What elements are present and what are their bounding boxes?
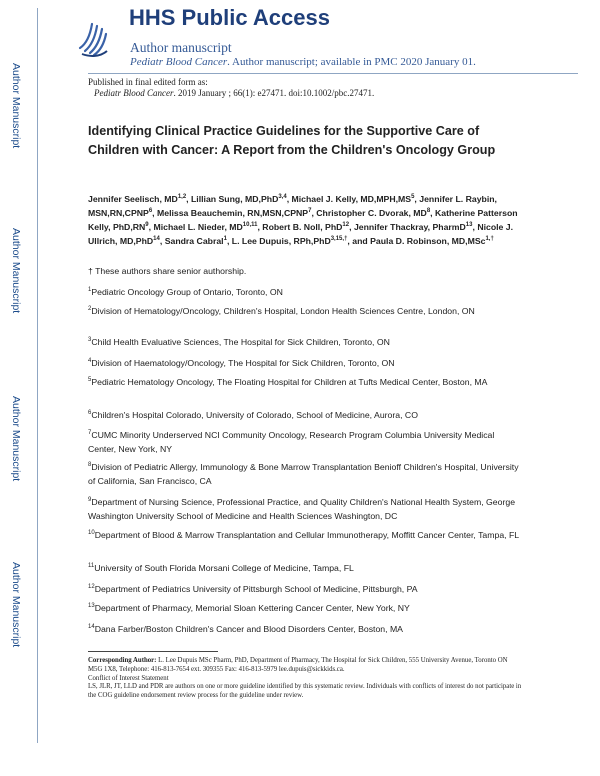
article-title: Identifying Clinical Practice Guidelines for the Supportive Care of Children with Cancer: A Report from the Children's Oncology Group (88, 124, 496, 157)
affiliation: $^{13}$Department of Pharmacy, Memorial Sloan Kettering Cancer Center, New York, NY (88, 603, 410, 613)
affiliation: $^7$CUMC Minority Underserved NCI Community Oncology, Research Program Columbia University Medical Center, New York, NY (88, 430, 495, 454)
availability-text: . Author manuscript; available in PMC 2020 January 01. (227, 56, 476, 68)
header-divider (88, 73, 578, 74)
author: Jennifer L. Raybin, MSN,RN,CPNP$^6$, (88, 194, 497, 218)
corresponding-author-note: Corresponding Author: L. Lee Dupuis MSc Pharm, PhD, Department of Pharmacy, The Hospital for Sick Children, 555 University Avenue, Toronto ON M5G 1X8, Telephone: 416-813-7654 ext. 309355 Fax: 416-813-5979 lee.dupuis@sickkids.ca. (88, 657, 508, 673)
author: Jennifer Thackray, PharmD$^{13}$, (353, 222, 478, 232)
affiliation: $^{12}$Department of Pediatrics University of Pittsburgh School of Medicine, Pittsburgh, PA (88, 584, 418, 594)
author: Jennifer Seelisch, MD$^{1,2}$, (88, 194, 191, 204)
side-label-author-manuscript: Author Manuscript (10, 396, 22, 482)
author-list (88, 192, 523, 248)
author: Michael J. Kelly, $MD,MPH,MS^5$, (291, 194, 420, 204)
side-label-author-manuscript: Author Manuscript (10, 63, 22, 149)
published-in-label: Published in final edited form as: (88, 77, 208, 87)
author: L. Lee Dupuis, RPh,PhD$^{3,15,\dagger}$, and (231, 236, 371, 246)
author-manuscript-subtitle: Author manuscript (130, 40, 232, 55)
author: Paula D. Robinson, MD,MSc$^{1,\dagger}$ (370, 236, 494, 246)
side-label-author-manuscript: Author Manuscript (10, 562, 22, 648)
side-label-author-manuscript: Author Manuscript (10, 228, 22, 314)
affiliation: $^8$Division of Pediatric Allergy, Immunology & Bone Marrow Transplantation Benioff Children's Hospital, University of California, San Francisco, CA (88, 462, 519, 486)
hhs-public-access-title: HHS Public Access (129, 5, 330, 30)
affiliation: $^{14}$Dana Farber/Boston Children's Cancer and Blood Disorders Center, Boston, MA (88, 624, 403, 634)
hhs-eagle-logo-icon (76, 18, 110, 58)
publication-info (88, 77, 374, 99)
senior-authorship-note: † These authors share senior authorship. (88, 266, 247, 276)
author: Melissa Beauchemin, RN,MSN,CPNP$^7$, (157, 208, 317, 218)
author: Nicole J. Ullrich, MD,PhD$^{14}$, (88, 222, 514, 246)
affiliation: $^{11}$University of South Florida Morsani College of Medicine, Tampa, FL (88, 563, 354, 573)
affiliation: $^3$Child Health Evaluative Sciences, The Hospital for Sick Children, Toronto, ON (88, 337, 390, 347)
author: Robert B. Noll, PhD$^{12}$, (262, 222, 354, 232)
author: Katherine Patterson Kelly, $PhD,RN^9$, (88, 208, 518, 232)
footnote-divider (88, 651, 218, 652)
affiliation: $^6$Children's Hospital Colorado, University of Colorado, School of Medicine, Aurora, CO (88, 410, 418, 420)
journal-name: Pediatr Blood Cancer (130, 56, 228, 68)
conflict-heading: Conflict of Interest Statement (88, 674, 169, 682)
journal-availability (130, 56, 476, 68)
conflict-statement: LS, JLR, JT, LLD and PDR are authors on one or more guideline identified by this systematic review. Individuals with conflicts of interest do not participate in the COG guideline endorsement review process for the guideline under review. (88, 683, 522, 700)
citation-details: . 2019 January ; 66(1): e27471. doi:10.1002/pbc.27471. (173, 88, 375, 98)
author: Christopher C. Dvorak, $MD^8$, (316, 208, 435, 218)
author: Lillian Sung, MD,PhD$^{3,4}$, (190, 194, 292, 204)
citation-journal: Pediatr Blood Cancer (94, 88, 174, 98)
affiliation: $^{10}$Department of Blood & Marrow Transplantation and Cellular Immunotherapy, Moffitt Cancer Center, Tampa, FL (88, 530, 520, 540)
side-divider (37, 8, 38, 743)
affiliation: $^2$Division of Hematology/Oncology, Children's Hospital, London Health Sciences Centre, London, ON (88, 306, 475, 316)
affiliation: $^4$Division of Haematology/Oncology, The Hospital for Sick Children, Toronto, ON (88, 358, 395, 368)
affiliation: $^9$Department of Nursing Science, Professional Practice, and Quality Children's National Health System, George Washington University School of Medicine and Health Sciences Washington, DC (88, 497, 516, 521)
citation (88, 88, 374, 99)
footnotes (88, 657, 523, 701)
affiliation: $^5$Pediatric Hematology Oncology, The Floating Hospital for Children at Tufts Medical Center, Boston, MA (88, 377, 488, 387)
author: Michael L. Nieder, MD$^{10,11}$, (153, 222, 263, 232)
affiliation: $^1$Pediatric Oncology Group of Ontario, Toronto, ON (88, 287, 283, 297)
author: Sandra Cabral$^1$, (164, 236, 232, 246)
